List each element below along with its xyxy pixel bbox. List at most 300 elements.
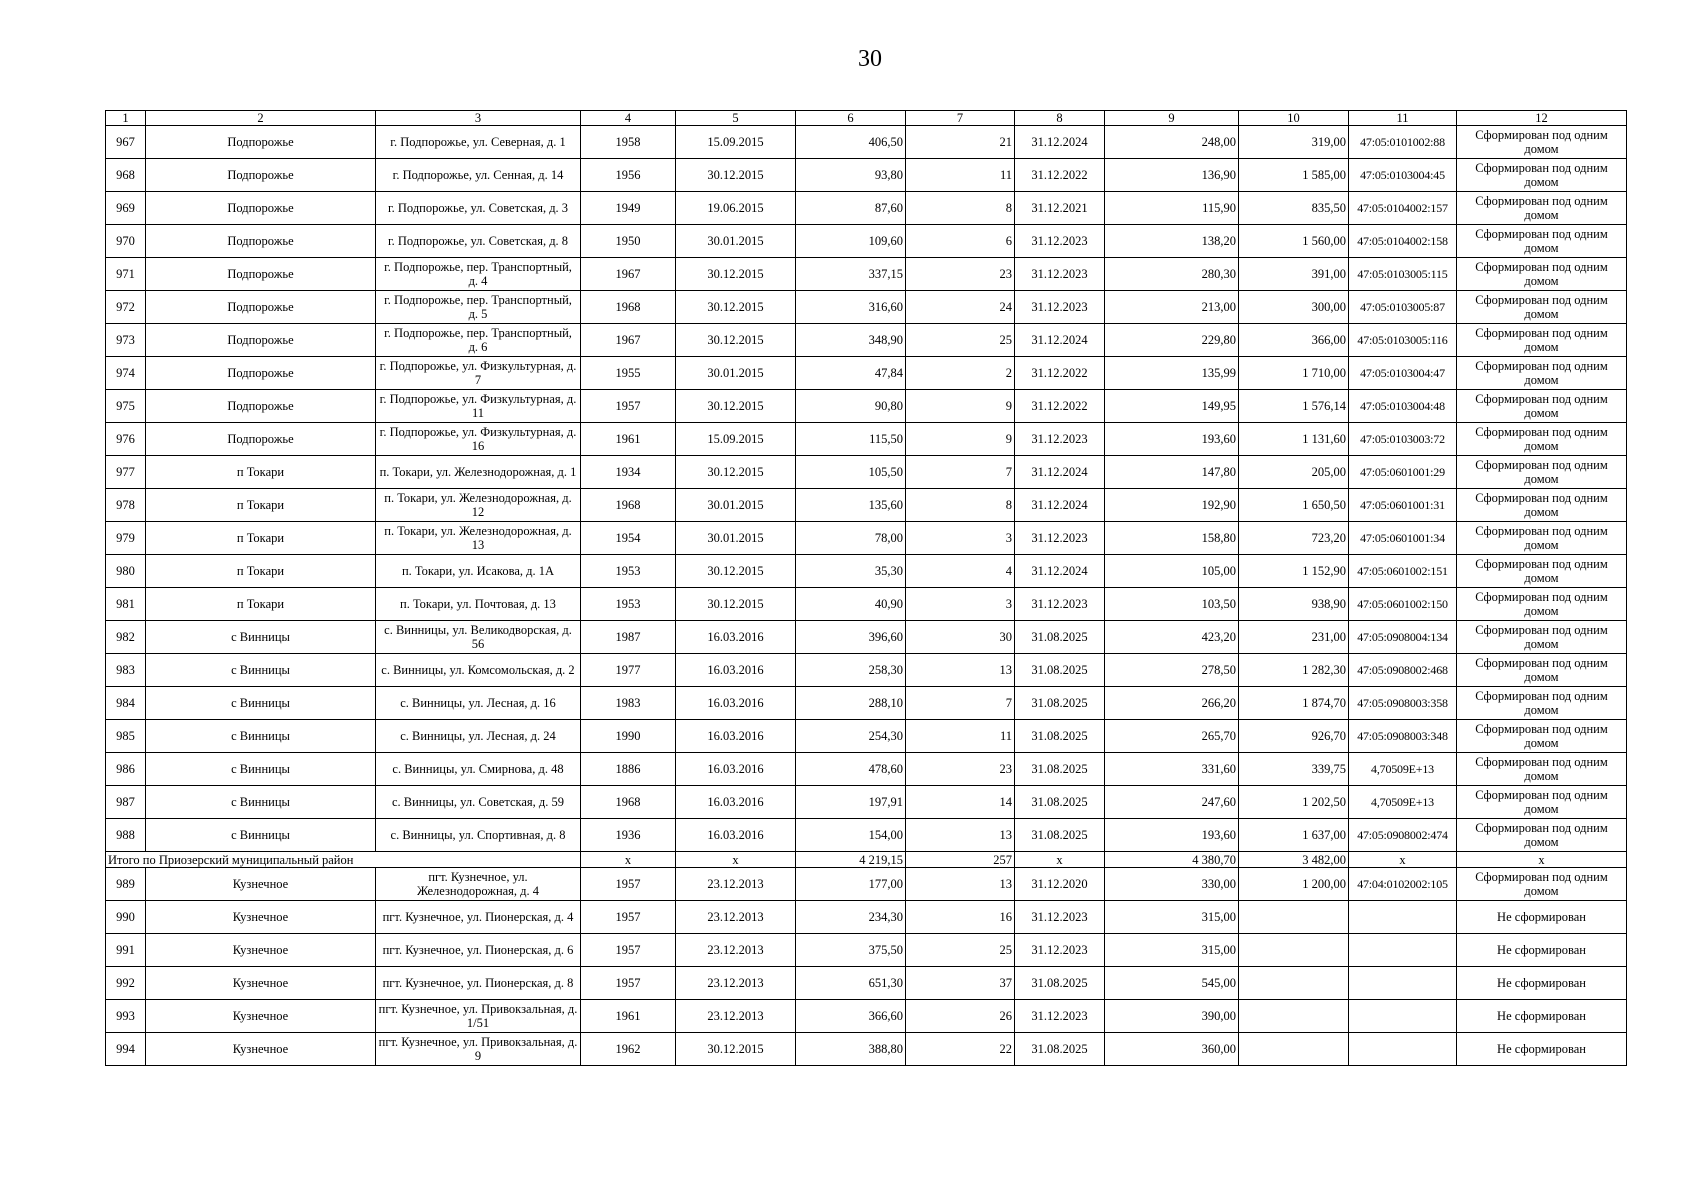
- cell-address: с. Винницы, ул. Комсомольская, д. 2: [376, 654, 581, 687]
- cell-address: с. Винницы, ул. Великодворская, д. 56: [376, 621, 581, 654]
- cell-date: 16.03.2016: [676, 720, 796, 753]
- cell-value-9: 229,80: [1105, 324, 1239, 357]
- cell-settlement: Кузнечное: [146, 1033, 376, 1066]
- cell-date: 30.01.2015: [676, 225, 796, 258]
- cell-land-status: Сформирован под одним домом: [1457, 423, 1627, 456]
- cell-value-10: 1 576,14: [1239, 390, 1349, 423]
- cell-count: 37: [906, 967, 1015, 1000]
- cell-date: 30.01.2015: [676, 522, 796, 555]
- cell-address: п. Токари, ул. Железнодорожная, д. 1: [376, 456, 581, 489]
- cell-settlement: Кузнечное: [146, 868, 376, 901]
- cell-settlement: п Токари: [146, 588, 376, 621]
- cell-area: 87,60: [796, 192, 906, 225]
- cell-land-status: Сформирован под одним домом: [1457, 390, 1627, 423]
- cell-cadastral-number: [1349, 967, 1457, 1000]
- table-row: [106, 126, 1627, 159]
- cell-date: 15.09.2015: [676, 423, 796, 456]
- cell-count: 7: [906, 687, 1015, 720]
- cell-value-9: 248,00: [1105, 126, 1239, 159]
- cell-settlement: с Винницы: [146, 753, 376, 786]
- cell-deadline-date: 31.12.2023: [1015, 258, 1105, 291]
- cell-settlement: Подпорожье: [146, 423, 376, 456]
- cell-build-year: 1953: [581, 588, 676, 621]
- table-row: [106, 357, 1627, 390]
- cell-address: п. Токари, ул. Почтовая, д. 13: [376, 588, 581, 621]
- table-row: [106, 901, 1627, 934]
- cell-cadastral-number: 47:04:0102002:105: [1349, 868, 1457, 901]
- cell-land-status: Сформирован под одним домом: [1457, 291, 1627, 324]
- cell-count: 25: [906, 324, 1015, 357]
- cell-settlement: п Токари: [146, 522, 376, 555]
- cell-date: 16.03.2016: [676, 687, 796, 720]
- cell-deadline-date: 31.12.2023: [1015, 588, 1105, 621]
- total-cell-10: 3 482,00: [1239, 852, 1349, 868]
- cell-area: 366,60: [796, 1000, 906, 1033]
- cell-date: 23.12.2013: [676, 901, 796, 934]
- cell-row-number: 994: [106, 1033, 146, 1066]
- cell-row-number: 988: [106, 819, 146, 852]
- cell-land-status: Сформирован под одним домом: [1457, 225, 1627, 258]
- cell-value-9: 213,00: [1105, 291, 1239, 324]
- cell-area: 93,80: [796, 159, 906, 192]
- cell-deadline-date: 31.12.2022: [1015, 159, 1105, 192]
- cell-value-10: 1 650,50: [1239, 489, 1349, 522]
- cell-build-year: 1977: [581, 654, 676, 687]
- cell-build-year: 1958: [581, 126, 676, 159]
- cell-deadline-date: 31.12.2023: [1015, 901, 1105, 934]
- cell-count: 9: [906, 423, 1015, 456]
- cell-build-year: 1955: [581, 357, 676, 390]
- cell-land-status: Не сформирован: [1457, 1033, 1627, 1066]
- cell-date: 30.12.2015: [676, 390, 796, 423]
- cell-area: 40,90: [796, 588, 906, 621]
- cell-build-year: 1967: [581, 258, 676, 291]
- cell-address: п. Токари, ул. Исакова, д. 1А: [376, 555, 581, 588]
- cell-deadline-date: 31.12.2023: [1015, 522, 1105, 555]
- column-header-6: 6: [796, 111, 906, 126]
- cell-cadastral-number: 47:05:0601001:29: [1349, 456, 1457, 489]
- cell-settlement: Кузнечное: [146, 901, 376, 934]
- cell-address: с. Винницы, ул. Лесная, д. 24: [376, 720, 581, 753]
- cell-settlement: с Винницы: [146, 687, 376, 720]
- cell-area: 254,30: [796, 720, 906, 753]
- column-header-10: 10: [1239, 111, 1349, 126]
- cell-value-9: 545,00: [1105, 967, 1239, 1000]
- cell-deadline-date: 31.12.2023: [1015, 423, 1105, 456]
- cell-land-status: Сформирован под одним домом: [1457, 654, 1627, 687]
- cell-value-9: 149,95: [1105, 390, 1239, 423]
- cell-settlement: Подпорожье: [146, 258, 376, 291]
- table-row: [106, 819, 1627, 852]
- cell-date: 23.12.2013: [676, 868, 796, 901]
- cell-settlement: Кузнечное: [146, 934, 376, 967]
- cell-value-10: 1 637,00: [1239, 819, 1349, 852]
- cell-count: 3: [906, 522, 1015, 555]
- cell-area: 258,30: [796, 654, 906, 687]
- cell-row-number: 993: [106, 1000, 146, 1033]
- cell-cadastral-number: 47:05:0601002:150: [1349, 588, 1457, 621]
- cell-row-number: 970: [106, 225, 146, 258]
- cell-address: г. Подпорожье, ул. Советская, д. 3: [376, 192, 581, 225]
- cell-land-status: Сформирован под одним домом: [1457, 456, 1627, 489]
- cell-deadline-date: 31.08.2025: [1015, 720, 1105, 753]
- total-cell-12: x: [1457, 852, 1627, 868]
- cell-row-number: 973: [106, 324, 146, 357]
- cell-value-10: [1239, 1033, 1349, 1066]
- cell-land-status: Сформирован под одним домом: [1457, 555, 1627, 588]
- cell-deadline-date: 31.08.2025: [1015, 621, 1105, 654]
- cell-cadastral-number: [1349, 1000, 1457, 1033]
- cell-value-10: 1 200,00: [1239, 868, 1349, 901]
- cell-count: 9: [906, 390, 1015, 423]
- cell-address: г. Подпорожье, ул. Физкультурная, д. 16: [376, 423, 581, 456]
- cell-row-number: 979: [106, 522, 146, 555]
- cell-settlement: Подпорожье: [146, 192, 376, 225]
- table-row: [106, 621, 1627, 654]
- cell-value-10: 366,00: [1239, 324, 1349, 357]
- cell-cadastral-number: 47:05:0601001:34: [1349, 522, 1457, 555]
- cell-date: 16.03.2016: [676, 786, 796, 819]
- cell-settlement: Кузнечное: [146, 1000, 376, 1033]
- cell-date: 30.12.2015: [676, 159, 796, 192]
- cell-deadline-date: 31.08.2025: [1015, 967, 1105, 1000]
- cell-land-status: Сформирован под одним домом: [1457, 258, 1627, 291]
- cell-deadline-date: 31.12.2023: [1015, 934, 1105, 967]
- cell-row-number: 972: [106, 291, 146, 324]
- cell-date: 16.03.2016: [676, 753, 796, 786]
- cell-row-number: 992: [106, 967, 146, 1000]
- cell-build-year: 1957: [581, 967, 676, 1000]
- cell-build-year: 1957: [581, 934, 676, 967]
- cell-deadline-date: 31.12.2022: [1015, 357, 1105, 390]
- cell-area: 135,60: [796, 489, 906, 522]
- table-row: [106, 1033, 1627, 1066]
- cell-row-number: 986: [106, 753, 146, 786]
- cell-cadastral-number: 47:05:0104002:157: [1349, 192, 1457, 225]
- cell-row-number: 978: [106, 489, 146, 522]
- cell-settlement: Кузнечное: [146, 967, 376, 1000]
- cell-settlement: п Токари: [146, 555, 376, 588]
- cell-date: 23.12.2013: [676, 967, 796, 1000]
- cell-cadastral-number: 47:05:0104002:158: [1349, 225, 1457, 258]
- cell-row-number: 985: [106, 720, 146, 753]
- cell-date: 30.12.2015: [676, 588, 796, 621]
- cell-cadastral-number: 47:05:0103005:87: [1349, 291, 1457, 324]
- cell-build-year: 1990: [581, 720, 676, 753]
- cell-area: 105,50: [796, 456, 906, 489]
- cell-count: 13: [906, 868, 1015, 901]
- column-header-2: 2: [146, 111, 376, 126]
- cell-count: 22: [906, 1033, 1015, 1066]
- cell-row-number: 991: [106, 934, 146, 967]
- cell-build-year: 1987: [581, 621, 676, 654]
- cell-build-year: 1956: [581, 159, 676, 192]
- table-row: [106, 159, 1627, 192]
- cell-build-year: 1962: [581, 1033, 676, 1066]
- cell-value-9: 423,20: [1105, 621, 1239, 654]
- cell-area: 177,00: [796, 868, 906, 901]
- cell-cadastral-number: 47:05:0908002:474: [1349, 819, 1457, 852]
- cell-build-year: 1954: [581, 522, 676, 555]
- cell-area: 406,50: [796, 126, 906, 159]
- cell-area: 90,80: [796, 390, 906, 423]
- cell-address: пгт. Кузнечное, ул. Пионерская, д. 6: [376, 934, 581, 967]
- cell-value-10: 391,00: [1239, 258, 1349, 291]
- cell-date: 30.01.2015: [676, 357, 796, 390]
- table-row: [106, 967, 1627, 1000]
- cell-value-9: 147,80: [1105, 456, 1239, 489]
- cell-value-10: 1 202,50: [1239, 786, 1349, 819]
- table-row: [106, 720, 1627, 753]
- total-cell-6: 4 219,15: [796, 852, 906, 868]
- cell-build-year: 1967: [581, 324, 676, 357]
- cell-build-year: 1949: [581, 192, 676, 225]
- cell-value-10: 300,00: [1239, 291, 1349, 324]
- cell-value-10: [1239, 1000, 1349, 1033]
- column-header-12: 12: [1457, 111, 1627, 126]
- cell-address: с. Винницы, ул. Советская, д. 59: [376, 786, 581, 819]
- cell-land-status: Сформирован под одним домом: [1457, 192, 1627, 225]
- cell-value-10: 926,70: [1239, 720, 1349, 753]
- cell-value-9: 280,30: [1105, 258, 1239, 291]
- column-header-3: 3: [376, 111, 581, 126]
- cell-address: п. Токари, ул. Железнодорожная, д. 12: [376, 489, 581, 522]
- cell-land-status: Сформирован под одним домом: [1457, 687, 1627, 720]
- cell-deadline-date: 31.12.2024: [1015, 456, 1105, 489]
- cell-count: 13: [906, 819, 1015, 852]
- cell-value-10: 1 131,60: [1239, 423, 1349, 456]
- cell-value-9: 315,00: [1105, 901, 1239, 934]
- table-row: [106, 555, 1627, 588]
- cell-count: 2: [906, 357, 1015, 390]
- cell-date: 30.12.2015: [676, 258, 796, 291]
- cell-cadastral-number: 47:05:0103005:115: [1349, 258, 1457, 291]
- cell-cadastral-number: 47:05:0908003:358: [1349, 687, 1457, 720]
- cell-address: с. Винницы, ул. Смирнова, д. 48: [376, 753, 581, 786]
- table-row: [106, 654, 1627, 687]
- cell-settlement: с Винницы: [146, 786, 376, 819]
- housing-register-table: [105, 110, 1627, 1066]
- column-header-4: 4: [581, 111, 676, 126]
- cell-cadastral-number: 47:05:0103004:48: [1349, 390, 1457, 423]
- table-row: [106, 934, 1627, 967]
- cell-cadastral-number: 4,70509E+13: [1349, 786, 1457, 819]
- cell-value-9: 136,90: [1105, 159, 1239, 192]
- cell-value-9: 105,00: [1105, 555, 1239, 588]
- cell-settlement: Подпорожье: [146, 357, 376, 390]
- cell-count: 25: [906, 934, 1015, 967]
- cell-address: г. Подпорожье, пер. Транспортный, д. 6: [376, 324, 581, 357]
- cell-date: 30.12.2015: [676, 1033, 796, 1066]
- cell-row-number: 984: [106, 687, 146, 720]
- cell-value-10: 1 710,00: [1239, 357, 1349, 390]
- total-cell-7: 257: [906, 852, 1015, 868]
- cell-count: 8: [906, 192, 1015, 225]
- cell-land-status: Сформирован под одним домом: [1457, 324, 1627, 357]
- cell-deadline-date: 31.12.2021: [1015, 192, 1105, 225]
- table-row: [106, 868, 1627, 901]
- column-header-5: 5: [676, 111, 796, 126]
- table-row: [106, 753, 1627, 786]
- cell-build-year: 1957: [581, 868, 676, 901]
- cell-cadastral-number: 47:05:0601002:151: [1349, 555, 1457, 588]
- cell-row-number: 975: [106, 390, 146, 423]
- table-row: [106, 192, 1627, 225]
- cell-land-status: Не сформирован: [1457, 967, 1627, 1000]
- cell-row-number: 974: [106, 357, 146, 390]
- cell-count: 8: [906, 489, 1015, 522]
- total-cell-4: x: [581, 852, 676, 868]
- cell-build-year: 1961: [581, 1000, 676, 1033]
- cell-count: 4: [906, 555, 1015, 588]
- cell-value-9: 265,70: [1105, 720, 1239, 753]
- cell-cadastral-number: 47:05:0103004:47: [1349, 357, 1457, 390]
- total-cell-8: x: [1015, 852, 1105, 868]
- cell-settlement: Подпорожье: [146, 324, 376, 357]
- cell-settlement: Подпорожье: [146, 159, 376, 192]
- cell-deadline-date: 31.08.2025: [1015, 1033, 1105, 1066]
- cell-area: 197,91: [796, 786, 906, 819]
- cell-row-number: 983: [106, 654, 146, 687]
- cell-value-10: [1239, 934, 1349, 967]
- cell-value-10: 723,20: [1239, 522, 1349, 555]
- cell-value-10: 339,75: [1239, 753, 1349, 786]
- cell-count: 3: [906, 588, 1015, 621]
- cell-value-9: 390,00: [1105, 1000, 1239, 1033]
- cell-build-year: 1953: [581, 555, 676, 588]
- cell-settlement: Подпорожье: [146, 225, 376, 258]
- cell-area: 115,50: [796, 423, 906, 456]
- total-cell-11: x: [1349, 852, 1457, 868]
- cell-row-number: 977: [106, 456, 146, 489]
- page-number: 30: [858, 46, 882, 72]
- cell-area: 396,60: [796, 621, 906, 654]
- cell-count: 14: [906, 786, 1015, 819]
- table-row: [106, 687, 1627, 720]
- cell-value-9: 278,50: [1105, 654, 1239, 687]
- cell-build-year: 1983: [581, 687, 676, 720]
- cell-area: 348,90: [796, 324, 906, 357]
- cell-date: 19.06.2015: [676, 192, 796, 225]
- cell-deadline-date: 31.08.2025: [1015, 654, 1105, 687]
- cell-row-number: 976: [106, 423, 146, 456]
- total-cell-5: x: [676, 852, 796, 868]
- table-body: [106, 111, 1627, 1066]
- cell-address: г. Подпорожье, пер. Транспортный, д. 5: [376, 291, 581, 324]
- cell-value-10: 938,90: [1239, 588, 1349, 621]
- cell-area: 288,10: [796, 687, 906, 720]
- cell-value-10: 1 874,70: [1239, 687, 1349, 720]
- cell-deadline-date: 31.12.2023: [1015, 1000, 1105, 1033]
- cell-deadline-date: 31.12.2024: [1015, 126, 1105, 159]
- cell-value-10: 231,00: [1239, 621, 1349, 654]
- cell-land-status: Не сформирован: [1457, 1000, 1627, 1033]
- column-header-11: 11: [1349, 111, 1457, 126]
- cell-settlement: с Винницы: [146, 621, 376, 654]
- table-row: [106, 786, 1627, 819]
- cell-date: 15.09.2015: [676, 126, 796, 159]
- cell-deadline-date: 31.08.2025: [1015, 786, 1105, 819]
- cell-area: 109,60: [796, 225, 906, 258]
- cell-deadline-date: 31.12.2020: [1015, 868, 1105, 901]
- cell-deadline-date: 31.08.2025: [1015, 687, 1105, 720]
- cell-area: 337,15: [796, 258, 906, 291]
- cell-value-10: 835,50: [1239, 192, 1349, 225]
- cell-count: 13: [906, 654, 1015, 687]
- cell-land-status: Сформирован под одним домом: [1457, 126, 1627, 159]
- cell-build-year: 1961: [581, 423, 676, 456]
- table-row: [106, 588, 1627, 621]
- cell-row-number: 967: [106, 126, 146, 159]
- cell-settlement: п Токари: [146, 456, 376, 489]
- cell-land-status: Не сформирован: [1457, 934, 1627, 967]
- cell-land-status: Сформирован под одним домом: [1457, 786, 1627, 819]
- cell-area: 316,60: [796, 291, 906, 324]
- cell-settlement: с Винницы: [146, 654, 376, 687]
- cell-count: 24: [906, 291, 1015, 324]
- cell-address: г. Подпорожье, ул. Физкультурная, д. 11: [376, 390, 581, 423]
- cell-address: с. Винницы, ул. Спортивная, д. 8: [376, 819, 581, 852]
- table-row: [106, 324, 1627, 357]
- cell-cadastral-number: 4,70509E+13: [1349, 753, 1457, 786]
- cell-value-9: 103,50: [1105, 588, 1239, 621]
- cell-land-status: Сформирован под одним домом: [1457, 588, 1627, 621]
- cell-deadline-date: 31.12.2024: [1015, 324, 1105, 357]
- cell-settlement: с Винницы: [146, 819, 376, 852]
- cell-value-10: 1 585,00: [1239, 159, 1349, 192]
- cell-address: г. Подпорожье, пер. Транспортный, д. 4: [376, 258, 581, 291]
- cell-land-status: Сформирован под одним домом: [1457, 489, 1627, 522]
- cell-cadastral-number: 47:05:0103004:45: [1349, 159, 1457, 192]
- cell-address: с. Винницы, ул. Лесная, д. 16: [376, 687, 581, 720]
- cell-value-9: 266,20: [1105, 687, 1239, 720]
- cell-address: г. Подпорожье, ул. Северная, д. 1: [376, 126, 581, 159]
- cell-value-9: 315,00: [1105, 934, 1239, 967]
- cell-date: 30.12.2015: [676, 291, 796, 324]
- cell-build-year: 1936: [581, 819, 676, 852]
- cell-build-year: 1957: [581, 901, 676, 934]
- column-header-7: 7: [906, 111, 1015, 126]
- cell-build-year: 1957: [581, 390, 676, 423]
- cell-value-10: 1 560,00: [1239, 225, 1349, 258]
- cell-count: 11: [906, 720, 1015, 753]
- table-row: [106, 1000, 1627, 1033]
- cell-row-number: 971: [106, 258, 146, 291]
- table-row: [106, 522, 1627, 555]
- cell-land-status: Сформирован под одним домом: [1457, 819, 1627, 852]
- cell-value-10: 1 152,90: [1239, 555, 1349, 588]
- table-row: [106, 423, 1627, 456]
- cell-value-10: [1239, 901, 1349, 934]
- cell-row-number: 968: [106, 159, 146, 192]
- cell-build-year: 1968: [581, 291, 676, 324]
- cell-address: пгт. Кузнечное, ул. Привокзальная, д. 1/51: [376, 1000, 581, 1033]
- cell-address: г. Подпорожье, ул. Советская, д. 8: [376, 225, 581, 258]
- cell-value-9: 330,00: [1105, 868, 1239, 901]
- cell-address: пгт. Кузнечное, ул. Пионерская, д. 4: [376, 901, 581, 934]
- cell-date: 30.01.2015: [676, 489, 796, 522]
- cell-cadastral-number: 47:05:0103005:116: [1349, 324, 1457, 357]
- cell-area: 375,50: [796, 934, 906, 967]
- cell-settlement: Подпорожье: [146, 390, 376, 423]
- cell-value-10: [1239, 967, 1349, 1000]
- cell-area: 478,60: [796, 753, 906, 786]
- column-header-8: 8: [1015, 111, 1105, 126]
- column-number-header: [106, 111, 1627, 126]
- cell-deadline-date: 31.12.2023: [1015, 291, 1105, 324]
- cell-land-status: Сформирован под одним домом: [1457, 621, 1627, 654]
- cell-date: 16.03.2016: [676, 819, 796, 852]
